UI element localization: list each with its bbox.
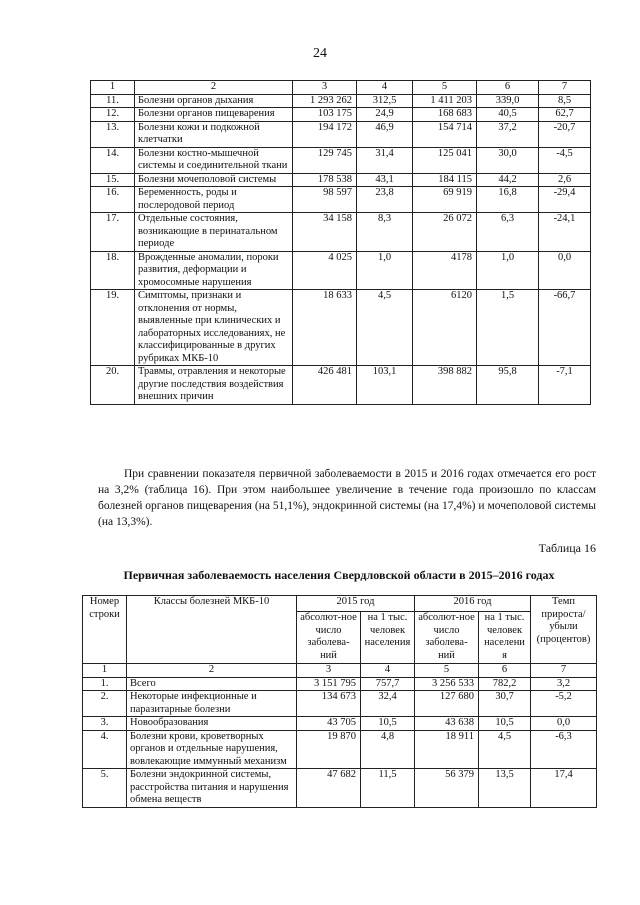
header-2015: 2015 год [297, 596, 415, 612]
table-1-cell-per-thousand-2015: 46,9 [357, 121, 413, 147]
column-number-6: 6 [479, 664, 531, 678]
table-16-cell-abs-2015: 43 705 [297, 717, 361, 731]
table-16-cell-abs-2016: 127 680 [415, 691, 479, 717]
table-1-cell-disease-class: Болезни органов дыхания [135, 94, 293, 108]
table-1-cell-abs-2016: 125 041 [413, 147, 477, 173]
column-number-3: 3 [297, 664, 361, 678]
header-disease-class: Классы болезней МКБ-10 [127, 596, 297, 664]
column-number-4: 4 [357, 81, 413, 95]
header-row-number: Номер строки [83, 596, 127, 664]
table-1-cell-growth-rate: -7,1 [539, 366, 591, 405]
table-1-cell-abs-2015: 4 025 [293, 251, 357, 290]
table-title: Первичная заболеваемость населения Свердловской области в 2015–2016 годах [123, 568, 555, 582]
table-1-cell-growth-rate: -66,7 [539, 290, 591, 366]
table-1-cell-per-thousand-2015: 43,1 [357, 173, 413, 187]
table-1-cell-disease-class: Отдельные состояния, возникающие в перинатальном периоде [135, 213, 293, 252]
table-1-cell-row-number: 16. [91, 187, 135, 213]
table-1-cell-abs-2016: 4178 [413, 251, 477, 290]
table-1-cell-per-thousand-2016: 40,5 [477, 108, 539, 122]
table-1-cell-abs-2015: 178 538 [293, 173, 357, 187]
table-1-cell-per-thousand-2015: 24,9 [357, 108, 413, 122]
table-16-cell-abs-2016: 18 911 [415, 730, 479, 769]
table-1-cell-abs-2016: 26 072 [413, 213, 477, 252]
table-1-cell-abs-2015: 194 172 [293, 121, 357, 147]
table-1-cell-disease-class: Травмы, отравления и некоторые другие последствия воздействия внешних причин [135, 366, 293, 405]
table-1-cell-growth-rate: -4,5 [539, 147, 591, 173]
table-1-cell-abs-2015: 34 158 [293, 213, 357, 252]
table-16-cell-growth-rate: 17,4 [531, 769, 597, 808]
table-1-cell-abs-2015: 426 481 [293, 366, 357, 405]
table-1-row [91, 251, 591, 290]
table-16-cell-abs-2015: 19 870 [297, 730, 361, 769]
table-1-row [91, 94, 591, 108]
table-1-cell-growth-rate: 2,6 [539, 173, 591, 187]
table-16-cell-row-number: 3. [83, 717, 127, 731]
table-1-cell-per-thousand-2015: 312,5 [357, 94, 413, 108]
table-1-row [91, 366, 591, 405]
table-1-cell-growth-rate: 0,0 [539, 251, 591, 290]
header-growth-rate: Темп прироста/ убыли (процентов) [531, 596, 597, 664]
table-1-cell-growth-rate: -24,1 [539, 213, 591, 252]
column-number-4: 4 [361, 664, 415, 678]
table-1-row [91, 213, 591, 252]
table-1-cell-abs-2016: 69 919 [413, 187, 477, 213]
table-1-cell-disease-class: Болезни кожи и подкожной клетчатки [135, 121, 293, 147]
table-16-cell-per-thousand-2016: 13,5 [479, 769, 531, 808]
column-number-1: 1 [91, 81, 135, 95]
table-1-cell-per-thousand-2016: 1,5 [477, 290, 539, 366]
table-16-cell-abs-2016: 43 638 [415, 717, 479, 731]
table-1-cell-growth-rate: -29,4 [539, 187, 591, 213]
table-1-cell-per-thousand-2016: 16,8 [477, 187, 539, 213]
column-number-5: 5 [415, 664, 479, 678]
table-16-cell-growth-rate: 3,2 [531, 677, 597, 691]
table-1-cell-row-number: 18. [91, 251, 135, 290]
table-1-cell-per-thousand-2016: 30,0 [477, 147, 539, 173]
table-16-cell-abs-2016: 56 379 [415, 769, 479, 808]
column-number-1: 1 [83, 664, 127, 678]
table-1-cell-row-number: 13. [91, 121, 135, 147]
table-16-row [83, 677, 597, 691]
column-number-3: 3 [293, 81, 357, 95]
table-16-cell-disease-class: Болезни эндокринной системы, расстройства питания и нарушения обмена веществ [127, 769, 297, 808]
page-number: 24 [313, 46, 327, 61]
table-1-cell-per-thousand-2016: 339,0 [477, 94, 539, 108]
table-1-cell-per-thousand-2015: 4,5 [357, 290, 413, 366]
header-2016: 2016 год [415, 596, 531, 612]
table-1-cell-row-number: 12. [91, 108, 135, 122]
header-2016-absolute: абсолют-ное число заболева-ний [415, 612, 479, 664]
table-1-cell-abs-2016: 168 683 [413, 108, 477, 122]
table-16-cell-per-thousand-2015: 11,5 [361, 769, 415, 808]
table-16-cell-per-thousand-2016: 4,5 [479, 730, 531, 769]
table-16-row [83, 691, 597, 717]
table-1-header-row [91, 81, 591, 95]
table-1-cell-growth-rate: -20,7 [539, 121, 591, 147]
table-1-cell-row-number: 20. [91, 366, 135, 405]
table-16-cell-per-thousand-2016: 30,7 [479, 691, 531, 717]
table-16-cell-abs-2015: 3 151 795 [297, 677, 361, 691]
table-1-body [91, 94, 591, 404]
table-16 [82, 595, 597, 808]
table-16-column-numbers [83, 664, 597, 678]
table-1-cell-disease-class: Болезни костно-мышечной системы и соединительной ткани [135, 147, 293, 173]
table-16-cell-row-number: 5. [83, 769, 127, 808]
table-1-cell-abs-2016: 184 115 [413, 173, 477, 187]
header-2015-per-thousand: на 1 тыс. человек населения [361, 612, 415, 664]
column-number-6: 6 [477, 81, 539, 95]
table-16-cell-abs-2016: 3 256 533 [415, 677, 479, 691]
table-1-row [91, 147, 591, 173]
column-number-2: 2 [127, 664, 297, 678]
table-1-cell-row-number: 14. [91, 147, 135, 173]
table-16-cell-disease-class: Новообразования [127, 717, 297, 731]
table-1-cell-per-thousand-2015: 1,0 [357, 251, 413, 290]
table-1-row [91, 121, 591, 147]
table-1-cell-per-thousand-2015: 31,4 [357, 147, 413, 173]
column-number-7: 7 [531, 664, 597, 678]
table-16-cell-disease-class: Болезни крови, кроветворных органов и отдельные нарушения, вовлекающие иммунный механизм [127, 730, 297, 769]
table-1-cell-abs-2015: 103 175 [293, 108, 357, 122]
table-16-cell-disease-class: Некоторые инфекционные и паразитарные болезни [127, 691, 297, 717]
table-1-row [91, 108, 591, 122]
table-1-cell-abs-2016: 154 714 [413, 121, 477, 147]
table-1-cell-abs-2016: 6120 [413, 290, 477, 366]
table-16-cell-per-thousand-2015: 10,5 [361, 717, 415, 731]
table-1-cell-disease-class: Врожденные аномалии, пороки развития, деформации и хромосомные нарушения [135, 251, 293, 290]
table-1-cell-row-number: 19. [91, 290, 135, 366]
table-16-cell-abs-2015: 47 682 [297, 769, 361, 808]
table-16-row [83, 769, 597, 808]
table-1-cell-per-thousand-2016: 1,0 [477, 251, 539, 290]
table-1-cell-per-thousand-2015: 8,3 [357, 213, 413, 252]
table-1-row [91, 187, 591, 213]
table-1-continued [90, 80, 591, 405]
table-16-cell-growth-rate: 0,0 [531, 717, 597, 731]
table-1-cell-disease-class: Болезни органов пищеварения [135, 108, 293, 122]
table-1-cell-abs-2015: 129 745 [293, 147, 357, 173]
table-16-cell-row-number: 1. [83, 677, 127, 691]
table-1-cell-abs-2015: 18 633 [293, 290, 357, 366]
table-1-cell-per-thousand-2015: 23,8 [357, 187, 413, 213]
table-16-cell-growth-rate: -6,3 [531, 730, 597, 769]
table-1-cell-abs-2016: 398 882 [413, 366, 477, 405]
table-1-cell-row-number: 15. [91, 173, 135, 187]
table-16-cell-disease-class: Всего [127, 677, 297, 691]
table-1-row [91, 173, 591, 187]
table-16-cell-per-thousand-2015: 32,4 [361, 691, 415, 717]
table-1-cell-row-number: 11. [91, 94, 135, 108]
table-16-cell-per-thousand-2016: 10,5 [479, 717, 531, 731]
table-1-cell-disease-class: Беременность, роды и послеродовой период [135, 187, 293, 213]
table-16-cell-row-number: 2. [83, 691, 127, 717]
table-16-row [83, 730, 597, 769]
table-1-cell-abs-2015: 98 597 [293, 187, 357, 213]
column-number-5: 5 [413, 81, 477, 95]
body-paragraph: При сравнении показателя первичной заболеваемости в 2015 и 2016 годах отмечается его рост на 3,2% (таблица 16). При этом наибольшее увеличение в течение года произошло по классам болезней органов пищеварения (на 51,1%), эндокринной системы (на 17,4%) и мочеполовой системы (на 13,3%). [98, 468, 596, 528]
table-1-cell-per-thousand-2016: 37,2 [477, 121, 539, 147]
table-16-cell-per-thousand-2015: 4,8 [361, 730, 415, 769]
table-16-cell-per-thousand-2016: 782,2 [479, 677, 531, 691]
table-1-cell-growth-rate: 8,5 [539, 94, 591, 108]
column-number-7: 7 [539, 81, 591, 95]
table-1-row [91, 290, 591, 366]
header-2015-absolute: абсолют-ное число заболева-ний [297, 612, 361, 664]
table-16-cell-abs-2015: 134 673 [297, 691, 361, 717]
table-1-cell-per-thousand-2016: 44,2 [477, 173, 539, 187]
table-1-cell-disease-class: Болезни мочеполовой системы [135, 173, 293, 187]
column-number-2: 2 [135, 81, 293, 95]
table-16-row [83, 717, 597, 731]
table-1-cell-abs-2015: 1 293 262 [293, 94, 357, 108]
header-2016-per-thousand: на 1 тыс. человек населения [479, 612, 531, 664]
table-16-cell-per-thousand-2015: 757,7 [361, 677, 415, 691]
table-number-label: Таблица 16 [538, 541, 596, 555]
table-1-cell-growth-rate: 62,7 [539, 108, 591, 122]
table-16-cell-row-number: 4. [83, 730, 127, 769]
table-1-cell-disease-class: Симптомы, признаки и отклонения от нормы, выявленные при клинических и лабораторных исследованиях, не классифицированные в других рубриках МКБ-10 [135, 290, 293, 366]
table-1-cell-row-number: 17. [91, 213, 135, 252]
table-1-cell-per-thousand-2015: 103,1 [357, 366, 413, 405]
table-16-body [83, 677, 597, 807]
table-1-cell-abs-2016: 1 411 203 [413, 94, 477, 108]
table-16-cell-growth-rate: -5,2 [531, 691, 597, 717]
table-1-cell-per-thousand-2016: 95,8 [477, 366, 539, 405]
table-1-cell-per-thousand-2016: 6,3 [477, 213, 539, 252]
